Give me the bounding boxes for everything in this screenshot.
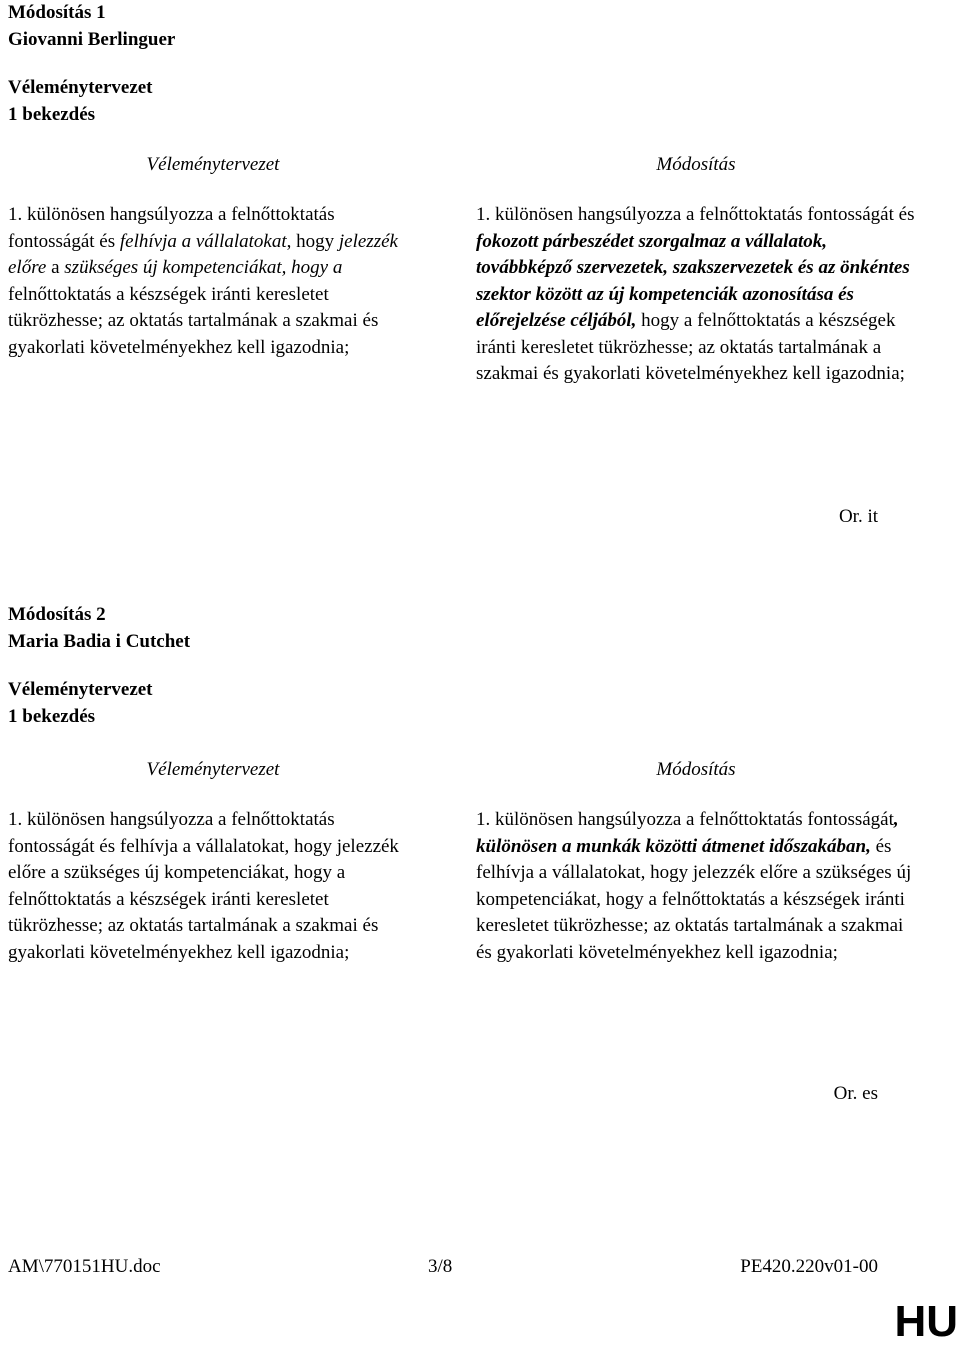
document-label: Véleménytervezet [8,679,153,700]
left-column-heading: Véleménytervezet [146,154,280,175]
amendment-text [476,202,916,388]
language-mark: HU [894,1297,958,1346]
footer-document-code: AM\770151HU.doc [8,1256,161,1277]
paragraph-reference: 1 bekezdés [8,705,96,727]
text-run: hogy a felnőttoktatás a készségek iránti keresletet tükrözhesse; az oktatás tartalmának a szakmai és gyakorlati követelményekhez kell igazodnia; [476,310,905,384]
footer-reference: PE420.220v01-00 [740,1256,878,1277]
text-run: 1. különösen hangsúlyozza a felnőttoktatás fontosságát [476,809,894,830]
draft-opinion-text [8,202,418,361]
text-run: , hogy [286,230,339,252]
right-column-heading: Módosítás [656,759,736,780]
text-run-italic: jelezzék előre [8,230,398,278]
amendment-text [476,807,916,966]
text-run-italic: szükséges új kompetenciákat, hogy a [64,257,343,278]
text-run: felnőttoktatás a készségek iránti keresletet tükrözhesse; az oktatás tartalmának a szakmai és gyakorlati követelményekhez kell igazodnia; [8,283,379,358]
amendment-author: Giovanni Berlinguer [8,28,176,50]
footer-page-number: 3/8 [428,1256,453,1277]
amendment-2-header [8,602,190,730]
document-label: Véleménytervezet [8,77,153,98]
amendment-number: Módosítás 1 [8,2,106,23]
text-run: 1. különösen hangsúlyozza a felnőttoktatás fontosságát és [8,204,335,252]
text-run: 1. különösen hangsúlyozza a felnőttoktatás fontosságát és [476,204,915,225]
left-column-heading: Véleménytervezet [146,759,280,780]
amendment-number: Módosítás 2 [8,604,106,625]
original-language: Or. it [838,506,878,527]
right-column-heading: Módosítás [656,154,736,175]
paragraph-reference: 1 bekezdés [8,103,96,125]
text-run-italic: felhívja a vállalatokat [119,230,287,252]
text-run-bold-italic: , különösen a munkák közötti átmenet időszakában, [476,809,899,857]
text-run: és felhívja a vállalatokat, hogy jelezzék előre a szükséges új kompetenciákat, hogy a felnőttoktatás a készségek iránti keresletet tükrözhesse; az oktatás tartalmának a szakmai és gyakorlati követelményekhez kell igazodnia; [476,835,912,963]
draft-opinion-text: 1. különösen hangsúlyozza a felnőttoktatás fontosságát és felhívja a vállalatokat, hogy jelezzék előre a szükséges új kompetenciákat, hogy a felnőttoktatás a készségek iránti keresletet tükrözhesse; az oktatás tartalmának a szakmai és gyakorlati követelményekhez kell igazodnia; [8,809,399,963]
original-language: Or. es [833,1083,878,1104]
text-run: a [46,257,65,278]
text-run-bold-italic: fokozott párbeszédet szorgalmaz a vállalatok, továbbképző szervezetek, szakszervezetek és az önkéntes szektor között az új kompetenciák azonosítása és előrejelzése céljából, [476,230,910,331]
amendment-author: Maria Badia i Cutchet [8,630,191,652]
amendment-1-header [8,0,175,128]
